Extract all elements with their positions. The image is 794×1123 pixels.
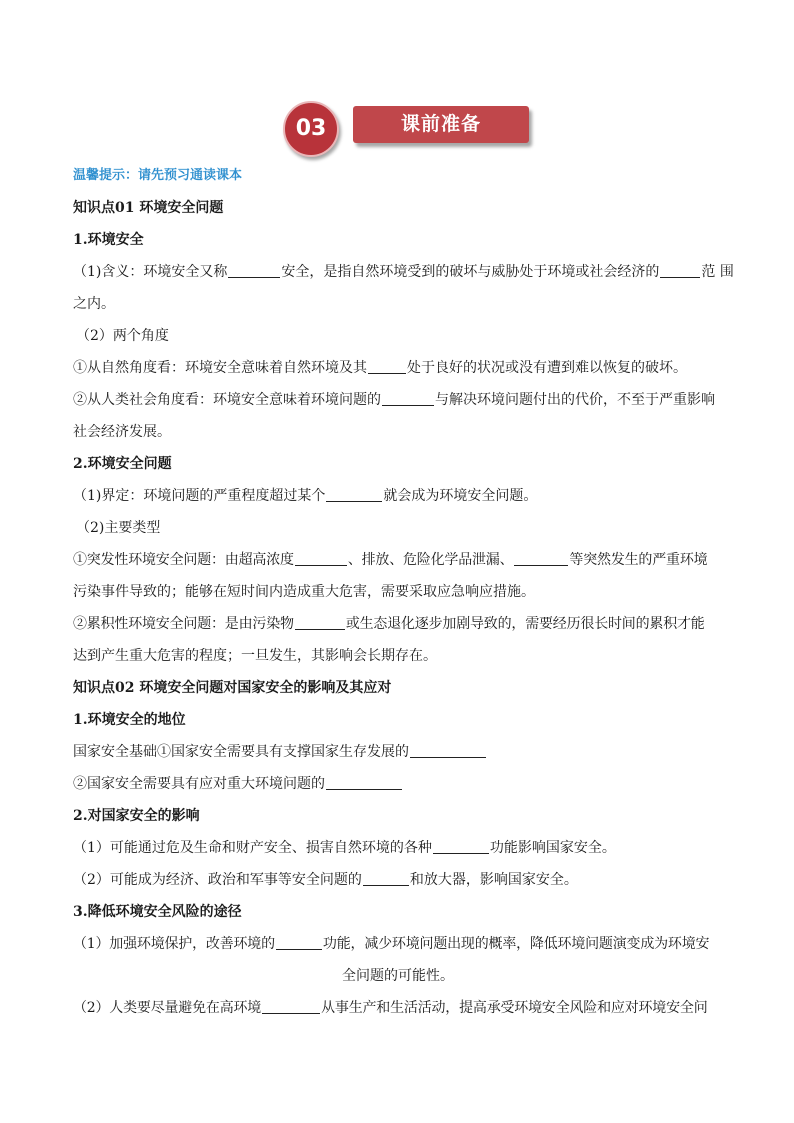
kp2-s3-title: 3.降低环境安全风险的途径 [73,904,242,920]
kp1-s2-point1 [73,544,723,576]
text-seg: ②国家安全需要具有应对重大环境问题的 [73,776,325,792]
text-seg: 安全，是指自然环境受到的破坏与威胁处于环境或社会经济的 [281,264,660,280]
kp2-title: 知识点02 环境安全问题对国家安全的影响及其应对 [73,680,392,696]
kp2-s3-line1 [73,928,723,960]
text-seg: （1)含义：环境安全又称 [73,264,228,280]
kp1-s1-point2 [73,384,723,416]
kp1-s1-sub2: （2）两个角度 [76,328,169,344]
kp1-s2-sub2: （2)主要类型 [76,520,161,536]
text-seg: 从事生产和生活活动，提高承受环境安全风险和应对环境安全问 [321,1000,708,1016]
text-seg: 国家安全基础①国家安全需要具有支撑国家生存发展的 [73,744,409,760]
kp1-s2-title: 2.环境安全问题 [73,456,172,472]
section-header [283,101,533,159]
text-seg: （2）人类要尽量避免在高环境 [73,1000,262,1016]
fill-blank[interactable] [295,549,347,566]
text-seg: 、排放、危险化学品泄漏、 [347,552,514,568]
kp2-s2-line1 [73,832,723,864]
fill-blank[interactable] [295,613,345,630]
kp1-s2-line1 [73,480,723,512]
kp2-s1-line1 [73,736,723,768]
kp1-s1-title: 1.环境安全 [73,232,144,248]
kp1-s1-line1-text [73,256,701,288]
fill-blank[interactable] [326,485,382,502]
kp2-s1-title: 1.环境安全的地位 [73,712,186,728]
kp1-s2-point1-cont: 污染事件导致的；能够在短时间内造成重大危害，需要采取应急响应措施。 [73,584,535,600]
section-title-banner [353,106,529,143]
text-seg: 功能影响国家安全。 [489,840,616,856]
fill-blank[interactable] [262,997,320,1014]
fill-blank[interactable] [276,933,322,950]
text-seg: ①从自然角度看：环境安全意味着自然环境及其 [73,360,367,376]
text-seg: 或生态退化逐步加剧导致的，需要经历很长时间的累积才能 [345,616,705,632]
fill-blank[interactable] [410,741,486,758]
kp2-s3-line1-cont: 全问题的可能性。 [342,968,454,984]
fill-blank[interactable] [326,773,402,790]
kp1-s2-point2 [73,608,723,640]
text-seg: ①突发性环境安全问题：由超高浓度 [73,552,294,568]
text-seg: （2）可能成为经济、政治和军事等安全问题的 [73,872,362,888]
kp1-s2-point2-cont: 达到产生重大危害的程度；一旦发生，其影响会长期存在。 [73,648,437,664]
kp1-title: 知识点01 环境安全问题 [73,200,224,216]
text-seg: （1)界定：环境问题的严重程度超过某个 [73,488,326,504]
kp1-s1-line1 [73,256,734,288]
kp1-s1-point1 [73,352,723,384]
text-seg: 范 围 [701,264,734,280]
text-seg: 功能，减少环境问题出现的概率，降低环境问题演变成为环境安 [322,936,710,952]
text-seg: 和放大器，影响国家安全。 [409,872,578,888]
text-seg: 处于良好的状况或没有遭到难以恢复的破坏。 [407,360,687,376]
fill-blank[interactable] [514,549,568,566]
kp2-s2-line2 [73,864,723,896]
section-number-badge [283,101,339,157]
kp2-s1-line2 [73,768,723,800]
kp1-s1-point2-cont: 社会经济发展。 [73,424,171,440]
text-seg: ②累积性环境安全问题：是由污染物 [73,616,294,632]
fill-blank[interactable] [660,261,700,278]
kp2-s3-line2 [73,992,723,1024]
fill-blank[interactable] [228,261,280,278]
text-seg: 与解决环境问题付出的代价，不至于严重影响 [435,392,715,408]
text-seg: （1）加强环境保护，改善环境的 [73,936,275,952]
tip-text: 温馨提示：请先预习通读课本 [73,168,243,183]
document-body [73,192,734,1024]
text-seg: 等突然发生的严重环境 [569,552,708,568]
section-number: 03 [295,116,327,141]
kp1-s1-line2: 之内。 [73,296,115,312]
text-seg: ②从人类社会角度看：环境安全意味着环境问题的 [73,392,381,408]
fill-blank[interactable] [433,837,489,854]
fill-blank[interactable] [368,357,406,374]
section-title: 课前准备 [400,113,481,135]
fill-blank[interactable] [382,389,434,406]
fill-blank[interactable] [363,869,409,886]
text-seg: （1）可能通过危及生命和财产安全、损害自然环境的各种 [73,840,432,856]
kp2-s2-title: 2.对国家安全的影响 [73,808,200,824]
text-seg: 就会成为环境安全问题。 [383,488,538,504]
